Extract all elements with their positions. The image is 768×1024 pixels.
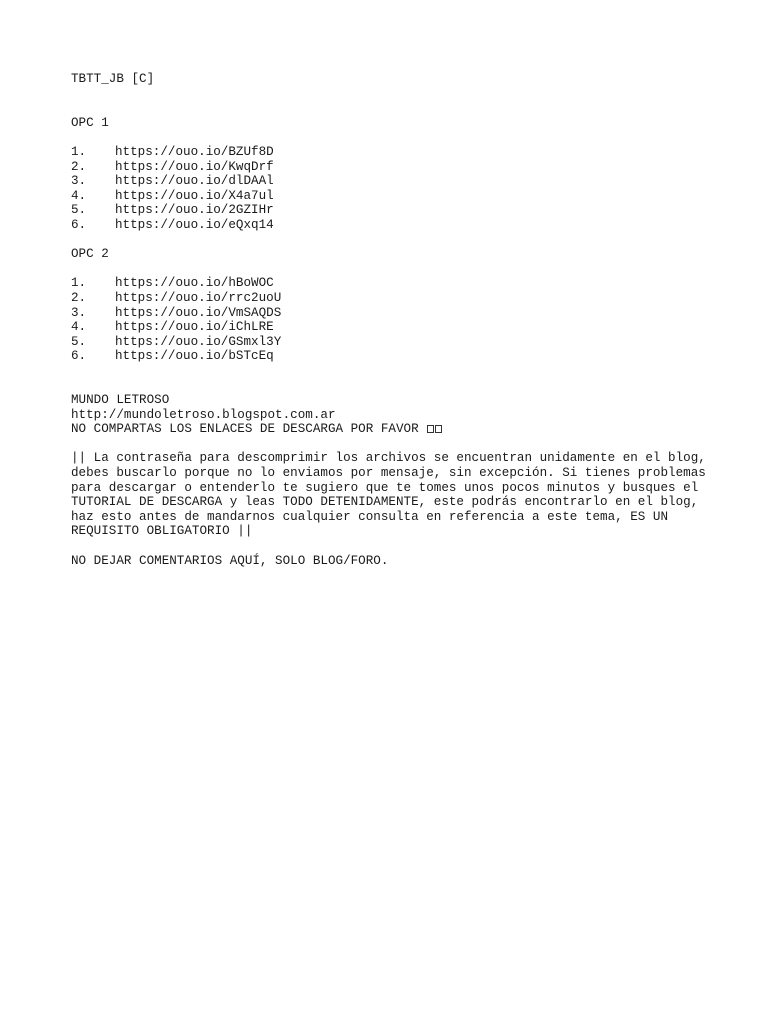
download-link[interactable]: https://ouo.io/BZUf8D	[115, 144, 274, 159]
list-number: 4.	[71, 188, 87, 203]
list-number: 5.	[71, 203, 87, 218]
list-item	[71, 349, 711, 364]
list-item	[71, 276, 711, 291]
spacer	[71, 130, 711, 145]
list-number: 2.	[71, 290, 87, 305]
list-number: 5.	[71, 334, 87, 349]
list-number: 1.	[71, 276, 87, 291]
no-comments-note: NO DEJAR COMENTARIOS AQUÍ, SOLO BLOG/FORO.	[71, 553, 389, 568]
list-number: 3.	[71, 305, 87, 320]
download-link[interactable]: https://ouo.io/X4a7ul	[115, 188, 274, 203]
list-item	[71, 145, 711, 160]
list-number: 4.	[71, 320, 87, 335]
site-name: MUNDO LETROSO	[71, 393, 170, 408]
list-number: 1.	[71, 144, 87, 159]
site-url-link[interactable]: http://mundoletroso.blogspot.com.ar	[71, 407, 336, 422]
spacer	[71, 539, 711, 554]
spacer	[71, 233, 711, 248]
list-item	[71, 320, 711, 335]
list-item	[71, 189, 711, 204]
list-item	[71, 306, 711, 321]
download-link[interactable]: https://ouo.io/dlDAAl	[115, 174, 274, 189]
list-item	[71, 174, 711, 189]
list-number: 6.	[71, 217, 87, 232]
spacer	[71, 437, 711, 452]
link-list-opc1	[71, 145, 711, 233]
link-list-opc2	[71, 276, 711, 364]
list-item	[71, 335, 711, 350]
download-link[interactable]: https://ouo.io/2GZIHr	[115, 203, 274, 218]
spacer	[71, 262, 711, 277]
download-link[interactable]: https://ouo.io/eQxq14	[115, 217, 274, 232]
list-number: 2.	[71, 159, 87, 174]
document-title: TBTT_JB [C]	[71, 72, 155, 86]
share-warning	[71, 422, 711, 437]
download-link[interactable]: https://ouo.io/bSTcEq	[115, 349, 274, 364]
spacer	[71, 364, 711, 393]
document-body	[71, 72, 711, 568]
section-label-opc2: OPC 2	[71, 247, 109, 262]
download-link[interactable]: https://ouo.io/VmSAQDS	[115, 305, 282, 320]
share-warning-text: NO COMPARTAS LOS ENLACES DE DESCARGA POR FAVOR	[71, 422, 419, 437]
spacer	[71, 87, 711, 116]
missing-glyph-icon	[427, 425, 434, 433]
password-note: || La contraseña para descomprimir los archivos se encuentran unidamente en el blog, debes buscarlo porque no lo enviamos por mensaje, sin excepción. Si tienes problemas para descargar o entenderlo te sugiero que te tomes unos pocos minutos y busques el TUTORIAL DE DESCARGA y leas TODO DETENIDAMENTE, este podrás encontrarlo en el blog, haz esto antes de mandarnos cualquier consulta en referencia a este tema, ES UN REQUISITO OBLIGATORIO ||	[71, 451, 706, 539]
download-link[interactable]: https://ouo.io/hBoWOC	[115, 276, 274, 291]
list-number: 3.	[71, 174, 87, 189]
download-link[interactable]: https://ouo.io/GSmxl3Y	[115, 334, 282, 349]
list-item	[71, 291, 711, 306]
list-item	[71, 218, 711, 233]
missing-glyph-icon	[435, 425, 442, 433]
section-label-opc1: OPC 1	[71, 115, 109, 130]
download-link[interactable]: https://ouo.io/KwqDrf	[115, 159, 274, 174]
download-link[interactable]: https://ouo.io/rrc2uoU	[115, 290, 282, 305]
list-item	[71, 160, 711, 175]
list-item	[71, 203, 711, 218]
download-link[interactable]: https://ouo.io/iChLRE	[115, 320, 274, 335]
list-number: 6.	[71, 349, 87, 364]
